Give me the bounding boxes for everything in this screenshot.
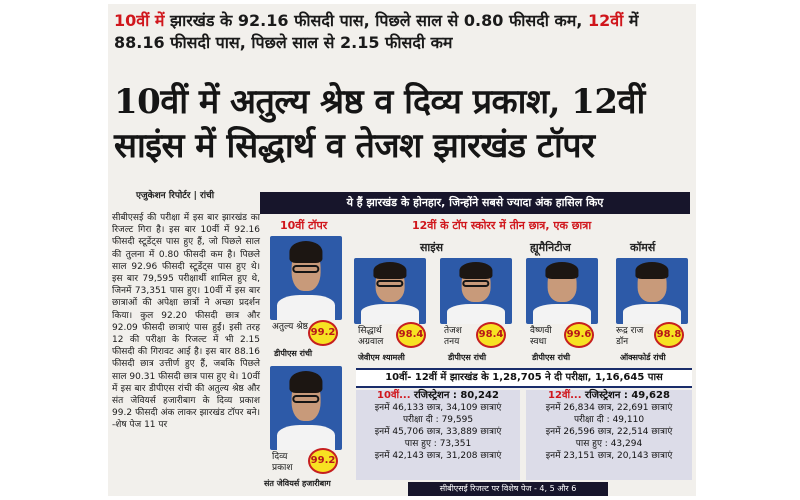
class10-registration: [356, 390, 520, 402]
class10-registered-split: इनमें 46,133 छात्र, 34,109 छात्राएं: [374, 403, 502, 413]
topper-photo-vaishnavi: [526, 258, 598, 324]
topper-photo-siddharth: [354, 258, 426, 324]
kicker-text: [114, 10, 690, 54]
kicker-class10-label: 10वीं में: [114, 11, 165, 30]
glasses-icon: [376, 280, 403, 287]
score-badge-divya: 99.2: [308, 448, 338, 474]
topper-name-vaishnavi: वैष्णवी स्वधा: [530, 326, 552, 347]
topper-photo-atulya: [270, 236, 342, 320]
class12-appeared: परीक्षा दी : 49,110: [573, 415, 645, 425]
kicker-class10-text: झारखंड के 92.16 फीसदी पास, पिछले साल से 0.80 फीसदी कम,: [164, 11, 588, 30]
photo-hair: [373, 262, 406, 279]
class12-registration: [526, 390, 692, 402]
photo-hair: [289, 241, 322, 263]
topper-name-rudra: रूद्र राज डॉन: [616, 326, 644, 347]
score-badge-siddharth: 98.4: [396, 322, 426, 348]
article-body: सीबीएसई की परीक्षा में इस बार झारखंड का रिजल्ट गिरा है। इस बार 10वीं में 92.16 फीसदी स्टूडेंट्स पास हुए हैं, जो पिछले साल की तुलना में 0.80 फीसदी कम है। पिछले साल 92.96 फीसदी स्टूडेंट्स पास हुए थे। इस बार 79,595 परीक्षार्थी शामिल हुए थे, जिनमें 73,351 पास हुए। 10वीं में इस बार छात्राओं की अपेक्षा छात्रों ने अच्छा प्रदर्शन किया। कुल 92.20 फीसदी छात्र और 92.09 फीसदी छात्राएं पास हुईं। इसी तरह 12 की परीक्षा के रिजल्ट में भी 2.15 फीसदी की गिरावट आई है। इस बार 88.16 फीसदी छात्र उत्तीर्ण हुए हैं, जबकि पिछले साल 90.31 फीसदी छात्र पास हुए थे। 10वीं में इस बार डीपीएस रांची की अतुल्य श्रेष्ठ और संत जेवियर्स हजारीबाग के दिव्य प्रकाश 99.2 फीसदी अंक लाकर झारखंड टॉपर बने। -शेष पेज 11 पर: [112, 213, 260, 431]
photo-shirt: [277, 295, 335, 320]
glasses-icon: [292, 395, 319, 403]
photo-hair: [459, 262, 492, 279]
headline-line-1: 10वीं में अतुल्य श्रेष्ठ व दिव्य प्रकाश, 12वीं: [114, 82, 645, 122]
special-pages-note: सीबीएसई रिजल्ट पर विशेष पेज - 4, 5 और 6: [408, 482, 608, 496]
class12-passed: पास हुए : 43,294: [575, 439, 643, 449]
class10-stats-box: [356, 390, 520, 480]
class10-passed-split: इनमें 42,143 छात्र, 31,208 छात्राएं: [374, 451, 502, 461]
photo-shirt: [623, 304, 681, 324]
photo-hair: [545, 262, 578, 279]
glasses-icon: [292, 265, 319, 273]
class10-appeared: परीक्षा दी : 79,595: [402, 415, 474, 425]
toppers-banner: ये हैं झारखंड के होनहार, जिन्होंने सबसे ज्यादा अंक हासिल किए: [260, 192, 690, 214]
byline: एजुकेशन रिपोर्टर | रांची: [136, 191, 215, 201]
class12-registered-split: इनमें 26,834 छात्र, 22,691 छात्राएं: [545, 403, 673, 413]
topper-name-divya: दिव्य प्रकाश: [272, 452, 293, 473]
headline: [114, 80, 692, 168]
class10-label: 10वीं...: [377, 390, 411, 401]
commerce-label: कॉमर्स: [630, 241, 656, 254]
topper-name-atulya: अतुल्य श्रेष्ठ: [272, 322, 308, 332]
class12-label: 12वीं...: [548, 390, 582, 401]
photo-shirt: [277, 425, 335, 450]
kicker-class12-text: में 88.16 फीसदी पास, पिछले साल से 2.15 फीसदी कम: [114, 11, 639, 52]
photo-shirt: [447, 304, 505, 324]
topper-school-rudra: ऑक्सफोर्ड रांची: [620, 353, 666, 362]
class10-registration-value: रजिस्ट्रेशन : 80,242: [410, 390, 499, 401]
topper-name-tejash: तेजश तनय: [444, 326, 462, 347]
twelfth-header-label: 12वीं के टॉप स्कोरर में तीन छात्र, एक छात्रा: [412, 219, 592, 232]
photo-hair: [635, 262, 668, 279]
topper-school-atulya: डीपीएस रांची: [274, 349, 313, 358]
newspaper-clipping: [108, 4, 696, 496]
class12-appeared-split: इनमें 26,596 छात्र, 22,514 छात्राएं: [545, 427, 673, 437]
photo-shirt: [533, 304, 591, 324]
topper-school-tejash: डीपीएस रांची: [448, 353, 487, 362]
score-badge-tejash: 98.4: [476, 322, 506, 348]
topper-school-divya: संत जेवियर्स हजारीबाग: [264, 479, 331, 488]
class10-passed: पास हुए : 73,351: [404, 439, 472, 449]
photo-hair: [289, 371, 322, 393]
tenth-topper-label: 10वीं टॉपर: [280, 219, 328, 232]
topper-name-siddharth: सिद्धार्थ अग्रवाल: [358, 326, 384, 347]
kicker-class12-label: 12वीं: [587, 11, 624, 30]
score-badge-vaishnavi: 99.6: [564, 322, 594, 348]
glasses-icon: [462, 280, 489, 287]
score-badge-rudra: 98.8: [654, 322, 684, 348]
science-label: साइंस: [420, 241, 444, 254]
humanities-label: ह्यूमैनिटीज: [530, 241, 571, 254]
topper-photo-divya: [270, 366, 342, 450]
class12-registration-value: रजिस्ट्रेशन : 49,628: [581, 390, 670, 401]
topper-photo-rudra: [616, 258, 688, 324]
exam-stats-banner: 10वीं- 12वीं में झारखंड के 1,28,705 ने दी परीक्षा, 1,16,645 पास: [356, 368, 692, 388]
topper-photo-tejash: [440, 258, 512, 324]
class12-stats-box: [526, 390, 692, 480]
score-badge-atulya: 99.2: [308, 320, 338, 346]
class12-passed-split: इनमें 23,151 छात्र, 20,143 छात्राएं: [545, 451, 673, 461]
topper-school-vaishnavi: डीपीएस रांची: [532, 353, 571, 362]
topper-school-siddharth: जेवीएम श्यामली: [358, 353, 405, 362]
class10-appeared-split: इनमें 45,706 छात्र, 33,889 छात्राएं: [374, 427, 502, 437]
headline-line-2: साइंस में सिद्धार्थ व तेजश झारखंड टॉपर: [114, 126, 595, 166]
